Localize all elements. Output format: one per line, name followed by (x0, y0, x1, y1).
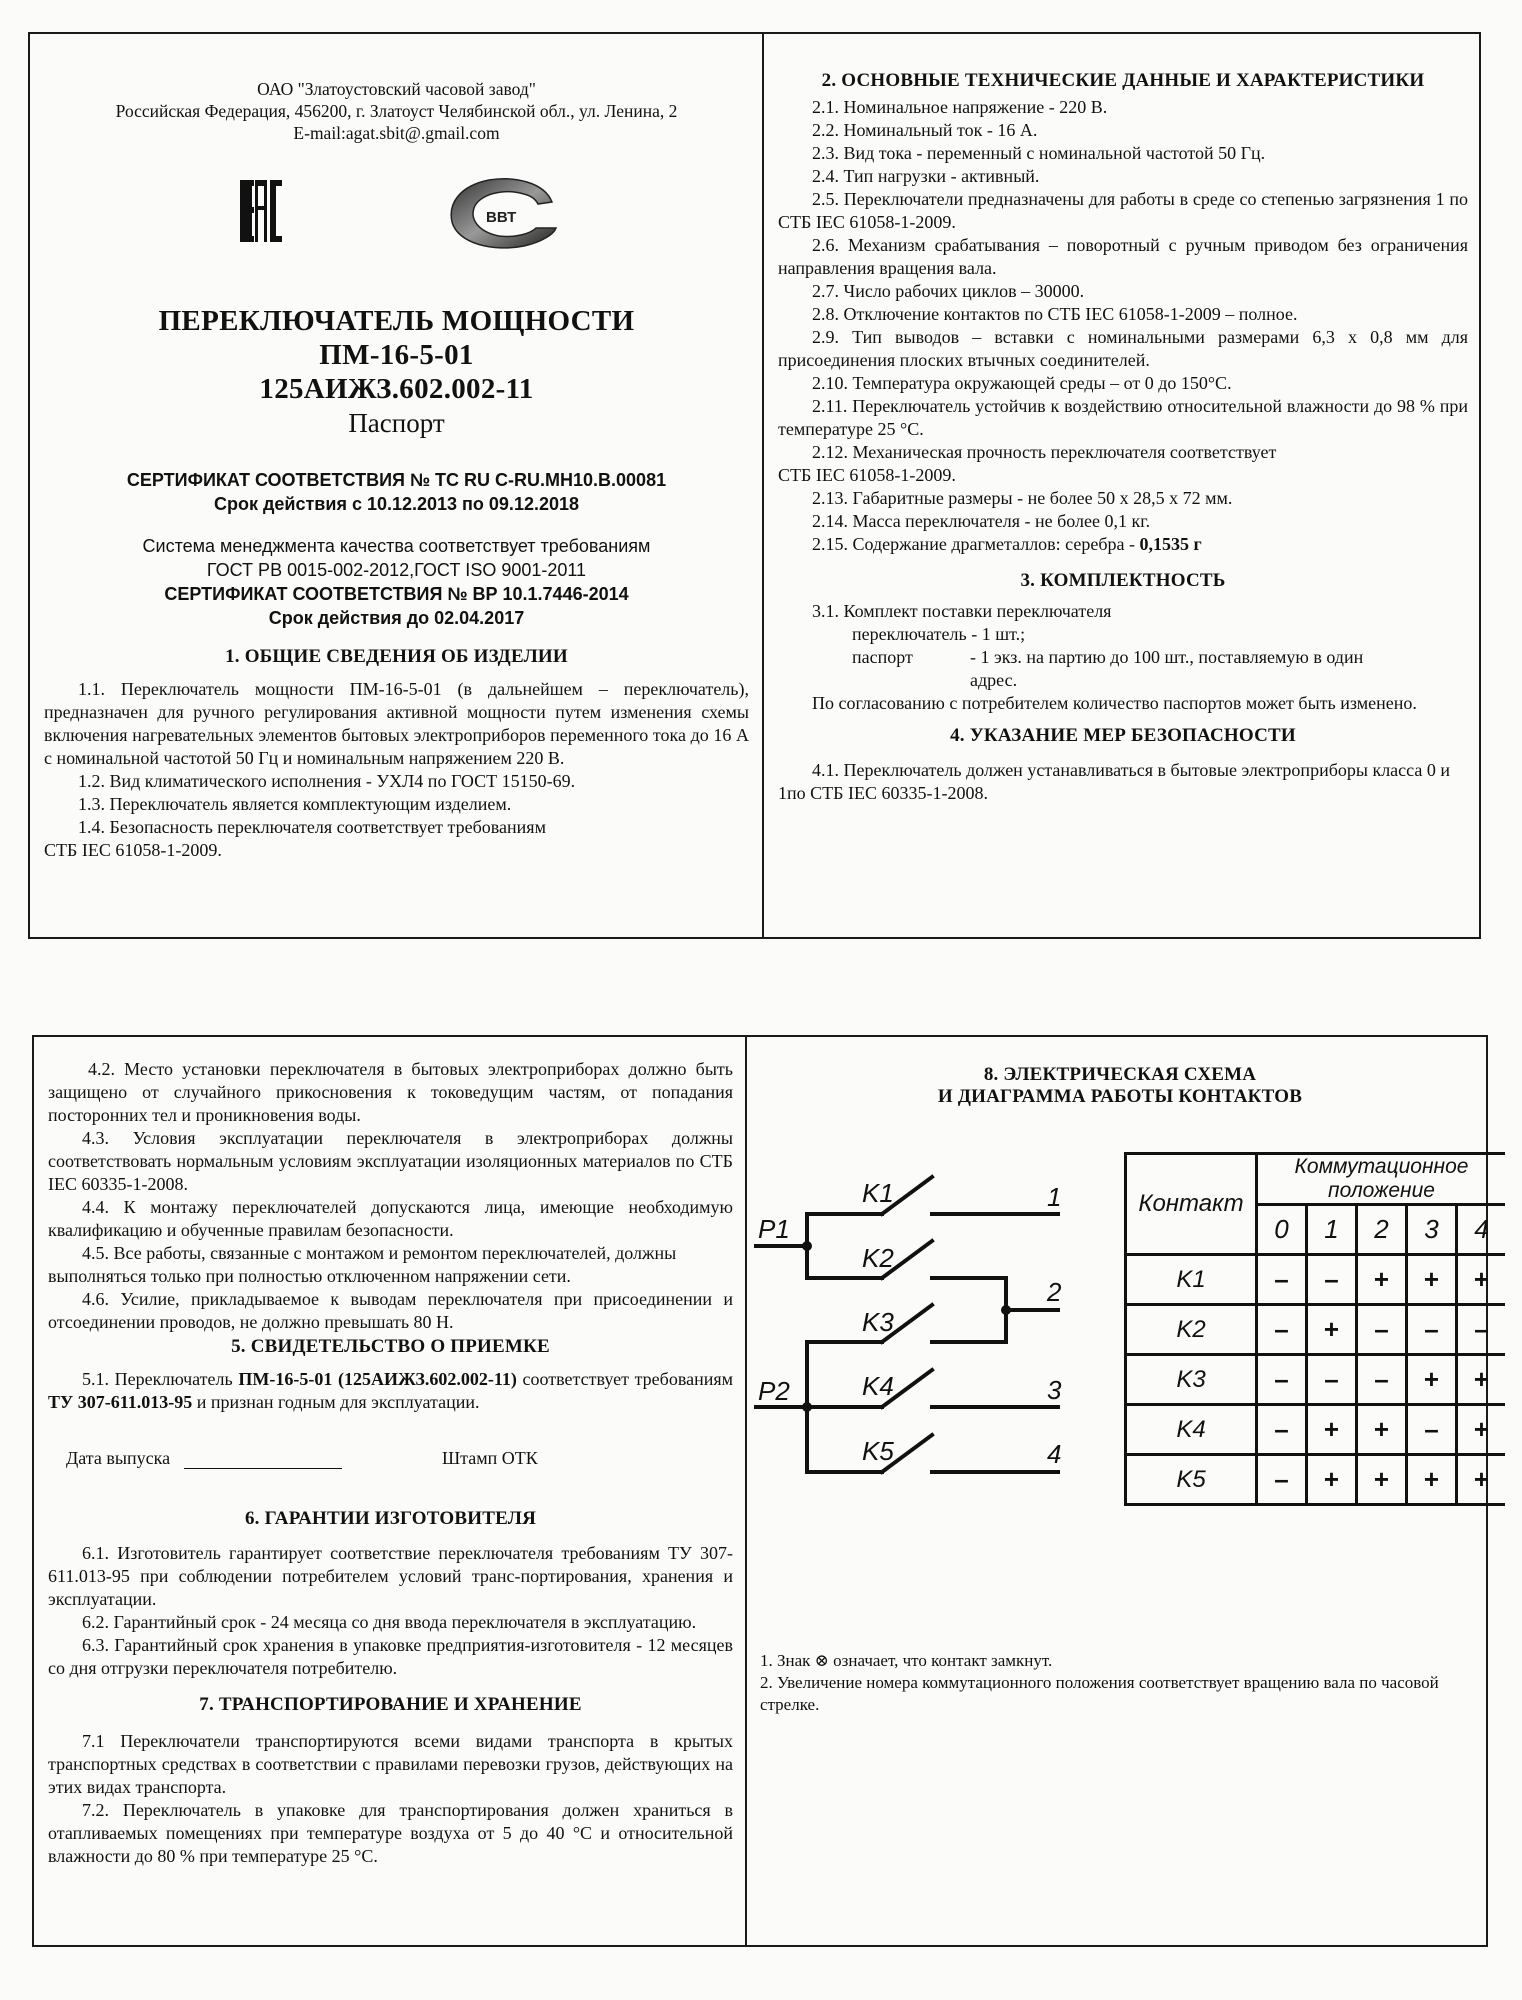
item-4-6: 4.6. Усилие, прикладываемое к выводам переключателя при присоединении и отсоединении проводов, не должно превышать 80 Н. (48, 1289, 733, 1332)
state-cell: + (1457, 1255, 1506, 1305)
state-cell: – (1307, 1355, 1357, 1405)
kit-note: По согласованию с потребителем количество паспортов может быть изменено. (812, 693, 1417, 713)
company-name: ОАО "Златоустовский часовой завод" (257, 79, 536, 99)
item-1-1: 1.1. Переключатель мощности ПМ-16-5-01 (в дальнейшем – переключатель), предназначен для ручного регулирования активной мощности путем изменения схемы включения нагревательных элементов бытовых электроприборов переменного тока до 16 А с номинальной частотой 50 Гц и номинальным напряжением 220 В. (44, 679, 749, 768)
product-model-ref: ПМ-16-5-01 (125АИЖЗ.602.002-11) (238, 1369, 517, 1389)
item-2-3: 2.3. Вид тока - переменный с номинальной частотой 50 Гц. (812, 143, 1266, 163)
input-p1-label: P1 (758, 1214, 790, 1244)
section-7-heading: 7. ТРАНСПОРТИРОВАНИЕ И ХРАНЕНИЕ (199, 1694, 582, 1715)
note-1: 1. Знак ⊗ означает, что контакт замкнут. (760, 1651, 1053, 1670)
top-right-panel (778, 70, 1468, 805)
section-2-heading: 2. ОСНОВНЫЕ ТЕХНИЧЕСКИЕ ДАННЫЕ И ХАРАКТЕРИСТИКИ (821, 70, 1425, 91)
contact-k5-label: K5 (862, 1436, 894, 1466)
kit-item: переключатель - 1 шт.; (852, 624, 1026, 644)
item-1-4-standard: СТБ IEC 61058-1-2009. (44, 840, 222, 860)
state-cell: + (1307, 1305, 1357, 1355)
item-6-2: 6.2. Гарантийный срок - 24 месяца со дня ввода переключателя в эксплуатацию. (82, 1612, 697, 1632)
row-contact-label: K3 (1126, 1355, 1257, 1405)
state-cell: + (1357, 1455, 1407, 1505)
state-cell: – (1257, 1355, 1307, 1405)
state-cell: + (1457, 1455, 1506, 1505)
certificate-1-validity: Срок действия с 10.12.2013 по 09.12.2018 (213, 494, 580, 514)
eac-logo-icon (240, 180, 282, 242)
state-cell: + (1457, 1355, 1506, 1405)
position-3: 3 (1407, 1205, 1457, 1255)
state-cell: – (1257, 1455, 1307, 1505)
product-code: 125АИЖЗ.602.002-11 (259, 373, 534, 405)
contact-k2-label: K2 (862, 1243, 894, 1273)
contact-k4-label: K4 (862, 1371, 894, 1401)
state-cell: + (1357, 1405, 1407, 1455)
item-4-5: 4.5. Все работы, связанные с монтажом и ремонтом переключателей, должны выполняться только при полностью отключенном напряжении сети. (48, 1243, 677, 1286)
state-cell: + (1307, 1455, 1357, 1505)
product-title: ПЕРЕКЛЮЧАТЕЛЬ МОЩНОСТИ (158, 305, 635, 337)
state-cell: + (1407, 1355, 1457, 1405)
qms-statement: Система менеджмента качества соответствует требованиям (142, 536, 651, 556)
item-1-2: 1.2. Вид климатического исполнения - УХЛ4 по ГОСТ 15150-69. (78, 771, 576, 791)
contact-k3-label: K3 (862, 1307, 894, 1337)
row-contact-label: K5 (1126, 1455, 1257, 1505)
item-6-1: 6.1. Изготовитель гарантирует соответствие переключателя требованиям ТУ 307-611.013-95 при соблюдении потребителем условий транс-портирования, хранения и эксплуатации. (48, 1543, 733, 1609)
item-2-14: 2.14. Масса переключателя - не более 0,1 кг. (812, 511, 1151, 531)
item-2-12-standard: СТБ IEC 61058-1-2009. (778, 465, 956, 485)
input-p2-label: P2 (758, 1376, 790, 1406)
c-certification-logo-icon (444, 174, 564, 254)
position-column-header: Коммутационное положение (1257, 1154, 1506, 1205)
bottom-left-panel (48, 1058, 733, 1868)
row-contact-label: K4 (1126, 1405, 1257, 1455)
contact-diagram-table (1124, 1152, 1505, 1506)
section-6-heading: 6. ГАРАНТИИ ИЗГОТОВИТЕЛЯ (244, 1508, 537, 1529)
item-2-11: 2.11. Переключатель устойчив к воздействию относительной влажности до 98 % при температуре 25 °С. (778, 396, 1468, 439)
note-2: 2. Увеличение номера коммутационного положения соответствует вращению вала по часовой стрелке. (760, 1673, 1439, 1714)
section-1-heading: 1. ОБЩИЕ СВЕДЕНИЯ ОБ ИЗДЕЛИИ (225, 646, 568, 667)
certificate-2-validity: Срок действия до 02.04.2017 (268, 608, 525, 628)
certificate-1: СЕРТИФИКАТ СООТВЕТСТВИЯ № ТС RU C-RU.MH10.B.00081 (126, 470, 667, 490)
item-2-7: 2.7. Число рабочих циклов – 30000. (812, 281, 1085, 301)
section-8-heading-line2: И ДИАГРАММА РАБОТЫ КОНТАКТОВ (937, 1086, 1303, 1107)
output-4-label: 4 (1047, 1439, 1062, 1469)
section-5-heading: 5. СВИДЕТЕЛЬСТВО О ПРИЕМКЕ (231, 1336, 550, 1357)
release-date-field[interactable] (184, 1448, 342, 1469)
item-1-4: 1.4. Безопасность переключателя соответствует требованиям (78, 817, 546, 837)
position-2: 2 (1357, 1205, 1407, 1255)
qms-standards: ГОСТ РВ 0015-002-2012,ГОСТ ISO 9001-2011 (206, 560, 587, 580)
logos-row (44, 144, 749, 294)
table-row (1126, 1405, 1506, 1455)
state-cell: – (1307, 1255, 1357, 1305)
item-2-4: 2.4. Тип нагрузки - активный. (812, 166, 1040, 186)
section-4-heading: 4. УКАЗАНИЕ МЕР БЕЗОПАСНОСТИ (950, 725, 1296, 746)
contact-k1-label: K1 (862, 1178, 894, 1208)
bottom-sheet-divider (745, 1035, 747, 1947)
item-2-13: 2.13. Габаритные размеры - не более 50 х 28,5 х 72 мм. (812, 488, 1233, 508)
table-row (1126, 1305, 1506, 1355)
item-4-1: 4.1. Переключатель должен устанавливаться в бытовые электроприборы класса 0 и 1по СТБ IEC 60335-1-2008. (778, 760, 1450, 803)
item-2-10: 2.10. Температура окружающей среды – от 0 до 150°С. (812, 373, 1232, 393)
document-type: Паспорт (348, 408, 445, 438)
section-3-heading: 3. КОМПЛЕКТНОСТЬ (1020, 570, 1226, 591)
top-sheet-divider (762, 32, 764, 939)
company-address: Российская Федерация, 456200, г. Златоуст Челябинской обл., ул. Ленина, 2 (115, 101, 678, 121)
state-cell: – (1257, 1405, 1307, 1455)
item-1-3: 1.3. Переключатель является комплектующим изделием. (78, 794, 512, 814)
release-date-label: Дата выпуска (66, 1448, 171, 1468)
bottom-right-panel (760, 1064, 1480, 1108)
item-2-2: 2.2. Номинальный ток - 16 А. (812, 120, 1038, 140)
state-cell: + (1407, 1255, 1457, 1305)
item-2-6: 2.6. Механизм срабатывания – поворотный с ручным приводом без ограничения направления вращения вала. (778, 235, 1468, 278)
table-row (1126, 1355, 1506, 1405)
output-3-label: 3 (1047, 1375, 1062, 1405)
item-5-1: 5.1. Переключатель ПМ-16-5-01 (125АИЖЗ.602.002-11) соответствует требованиям ТУ 307-611.013-95 и признан годным для эксплуатации. (48, 1369, 734, 1412)
state-cell: + (1407, 1455, 1457, 1505)
output-2-label: 2 (1047, 1277, 1062, 1307)
company-email: E-mail:agat.sbit@.gmail.com (293, 123, 500, 143)
position-4: 4 (1457, 1205, 1506, 1255)
table-row (1126, 1255, 1506, 1305)
item-2-9: 2.9. Тип выводов – вставки с номинальными размерами 6,3 х 0,8 мм для присоединения плоских втычных соединителей. (778, 327, 1468, 370)
item-2-15: 2.15. Содержание драгметаллов: серебра - 0,1535 г (812, 534, 1202, 554)
item-4-2: 4.2. Место установки переключателя в бытовых электроприборах должно быть защищено от случайного прикосновения к токоведущим частям, от попадания посторонних тел и проникновения воды. (48, 1059, 733, 1125)
position-1: 1 (1307, 1205, 1357, 1255)
contact-column-header: Контакт (1126, 1154, 1257, 1255)
state-cell: – (1457, 1305, 1506, 1355)
state-cell: – (1407, 1405, 1457, 1455)
state-cell: – (1357, 1305, 1407, 1355)
kit-list (778, 623, 1468, 692)
item-3-1: 3.1. Комплект поставки переключателя (812, 601, 1112, 621)
table-row (1126, 1455, 1506, 1505)
state-cell: – (1257, 1255, 1307, 1305)
top-left-panel (44, 78, 749, 862)
item-7-2: 7.2. Переключатель в упаковке для транспортирования должен храниться в отапливаемых помещениях при температуре воздуха от 5 до 40 °С и относительной влажности до 80 % при температуре 25 °С. (48, 1800, 733, 1866)
row-contact-label: K1 (1126, 1255, 1257, 1305)
item-4-4: 4.4. К монтажу переключателей допускаются лица, имеющие необходимую квалификацию и обученные правилам безопасности. (48, 1197, 733, 1240)
state-cell: – (1407, 1305, 1457, 1355)
state-cell: + (1357, 1255, 1407, 1305)
qc-stamp-label: Штамп ОТК (442, 1448, 538, 1468)
item-2-1: 2.1. Номинальное напряжение - 220 В. (812, 97, 1108, 117)
diagram-notes (760, 1650, 1470, 1716)
state-cell: + (1457, 1405, 1506, 1455)
section-8-heading-line1: 8. ЭЛЕКТРИЧЕСКАЯ СХЕМА (983, 1064, 1257, 1085)
item-6-3: 6.3. Гарантийный срок хранения в упаковке предприятия-изготовителя - 12 месяцев со дня отгрузки переключателя потребителю. (48, 1635, 733, 1678)
product-model: ПМ-16-5-01 (319, 339, 474, 371)
acceptance-signature-row (48, 1432, 733, 1494)
electrical-schematic (750, 1150, 1130, 1510)
tu-ref: ТУ 307-611.013-95 (48, 1392, 193, 1412)
certificate-2: СЕРТИФИКАТ СООТВЕТСТВИЯ № ВР 10.1.7446-2014 (164, 584, 629, 604)
position-0: 0 (1257, 1205, 1307, 1255)
svg-text:ВВТ: ВВТ (486, 209, 517, 226)
state-cell: – (1257, 1305, 1307, 1355)
output-1-label: 1 (1047, 1182, 1062, 1212)
row-contact-label: K2 (1126, 1305, 1257, 1355)
item-4-3: 4.3. Условия эксплуатации переключателя в электроприборах должны соответствовать нормальным условиям эксплуатации изоляционных материалов по СТБ IEC 60335-1-2008. (48, 1128, 733, 1194)
state-cell: – (1357, 1355, 1407, 1405)
item-2-8: 2.8. Отключение контактов по СТБ IEC 61058-1-2009 – полное. (812, 304, 1298, 324)
state-cell: + (1307, 1405, 1357, 1455)
silver-content-value: 0,1535 г (1139, 534, 1202, 554)
item-2-12: 2.12. Механическая прочность переключателя соответствует (812, 442, 1277, 462)
kit-item: паспорт - 1 экз. на партию до 100 шт., поставляемую в один адрес. (852, 647, 1364, 690)
item-2-5: 2.5. Переключатели предназначены для работы в среде со степенью загрязнения 1 по СТБ IEC 61058-1-2009. (778, 189, 1468, 232)
item-7-1: 7.1 Переключатели транспортируются всеми видами транспорта в крытых транспортных средствах в соответствии с правилами перевозки грузов, действующих на этих видах транспорта. (48, 1731, 733, 1797)
